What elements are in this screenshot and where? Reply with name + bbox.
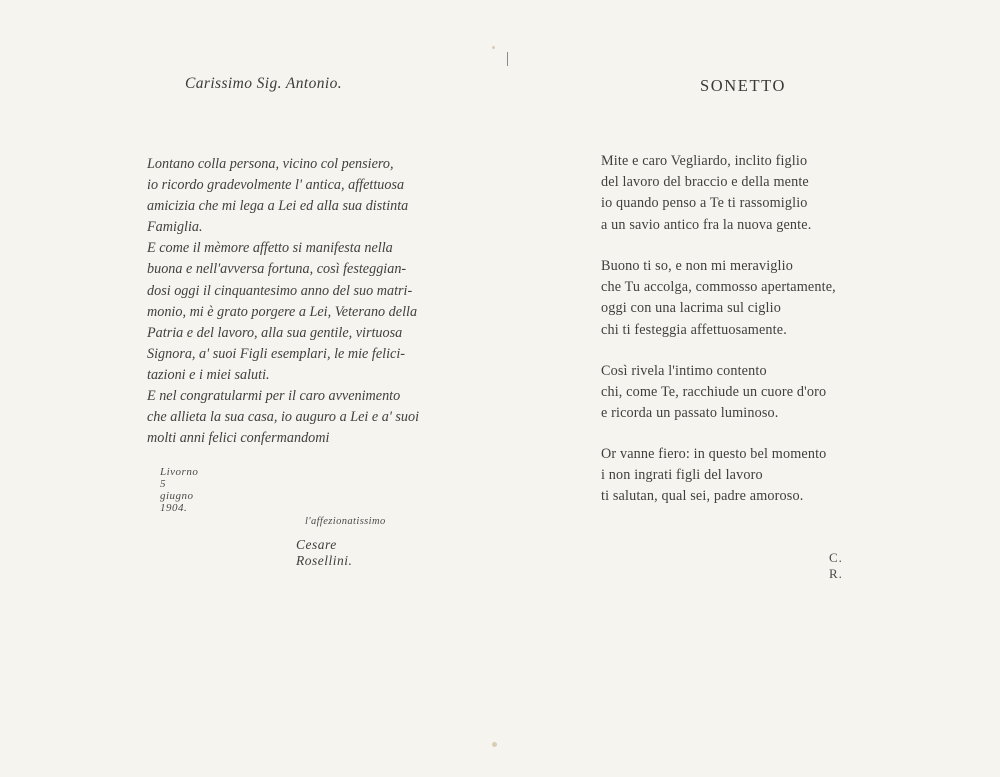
letter-body: [147, 154, 452, 449]
sonnet-stanza-2: [601, 256, 901, 341]
letter-line: monio, mi è grato porgere a Lei, Veterano della: [147, 303, 418, 320]
verse-line: chi ti festeggia affettuosamente.: [601, 321, 787, 338]
verse-line: che Tu accolga, commosso apertamente,: [601, 279, 836, 296]
letter-line: che allieta la sua casa, io auguro a Lei e a' suoi: [147, 409, 420, 426]
letter-line: amicizia che mi lega a Lei ed alla sua distinta: [147, 198, 409, 215]
letter-line: E nel congratularmi per il caro avvenimento: [147, 388, 401, 405]
paper-spot: [492, 742, 497, 747]
sonnet-title: SONETTO: [700, 76, 787, 95]
letter-line: Patria e del lavoro, alla sua gentile, virtuosa: [147, 324, 403, 341]
letter-line: E come il mèmore affetto si manifesta nella: [147, 240, 393, 257]
sonnet-initials: C. R.: [829, 550, 843, 581]
letter-line: dosi oggi il cinquantesimo anno del suo matri-: [147, 282, 413, 299]
verse-line: oggi con una lacrima sul ciglio: [601, 300, 781, 317]
verse-line: i non ingrati figli del lavoro: [601, 467, 763, 484]
page-fold-mark: [507, 52, 508, 66]
letter-line: Lontano colla persona, vicino col pensiero,: [147, 156, 394, 172]
letter-signature: Cesare Rosellini.: [296, 537, 353, 568]
verse-line: io quando penso a Te ti rassomiglio: [601, 195, 808, 212]
letter-closing: l'affezionatissimo: [305, 516, 386, 527]
sonnet-stanza-1: [601, 151, 901, 236]
sonnet-stanza-3: [601, 361, 901, 425]
verse-line: Or vanne fiero: in questo bel momento: [601, 446, 827, 462]
letter-line: molti anni felici confermandomi: [147, 430, 330, 447]
verse-line: del lavoro del braccio e della mente: [601, 174, 809, 191]
verse-line: a un savio antico fra la nuova gente.: [601, 216, 812, 233]
letter-line: buona e nell'avversa fortuna, così festeggian-: [147, 261, 407, 278]
paper-spot: [492, 46, 495, 49]
verse-line: Così rivela l'intimo contento: [601, 363, 767, 379]
letter-line: tazioni e i miei saluti.: [147, 366, 270, 383]
letter-dateline: Livorno 5 giugno 1904.: [160, 466, 199, 514]
verse-line: Buono ti so, e non mi meraviglio: [601, 258, 793, 274]
verse-line: ti salutan, qual sei, padre amoroso.: [601, 488, 804, 505]
sonnet-stanza-4: [601, 444, 901, 508]
verse-line: chi, come Te, racchiude un cuore d'oro: [601, 384, 827, 401]
verse-line: Mite e caro Vegliardo, inclito figlio: [601, 153, 808, 169]
letter-salutation: Carissimo Sig. Antonio.: [185, 75, 343, 92]
letter-line: Famiglia.: [147, 219, 203, 236]
letter-line: Signora, a' suoi Figli esemplari, le mie felici-: [147, 345, 405, 362]
verse-line: e ricorda un passato luminoso.: [601, 405, 779, 422]
letter-line: io ricordo gradevolmente l' antica, affettuosa: [147, 177, 405, 194]
